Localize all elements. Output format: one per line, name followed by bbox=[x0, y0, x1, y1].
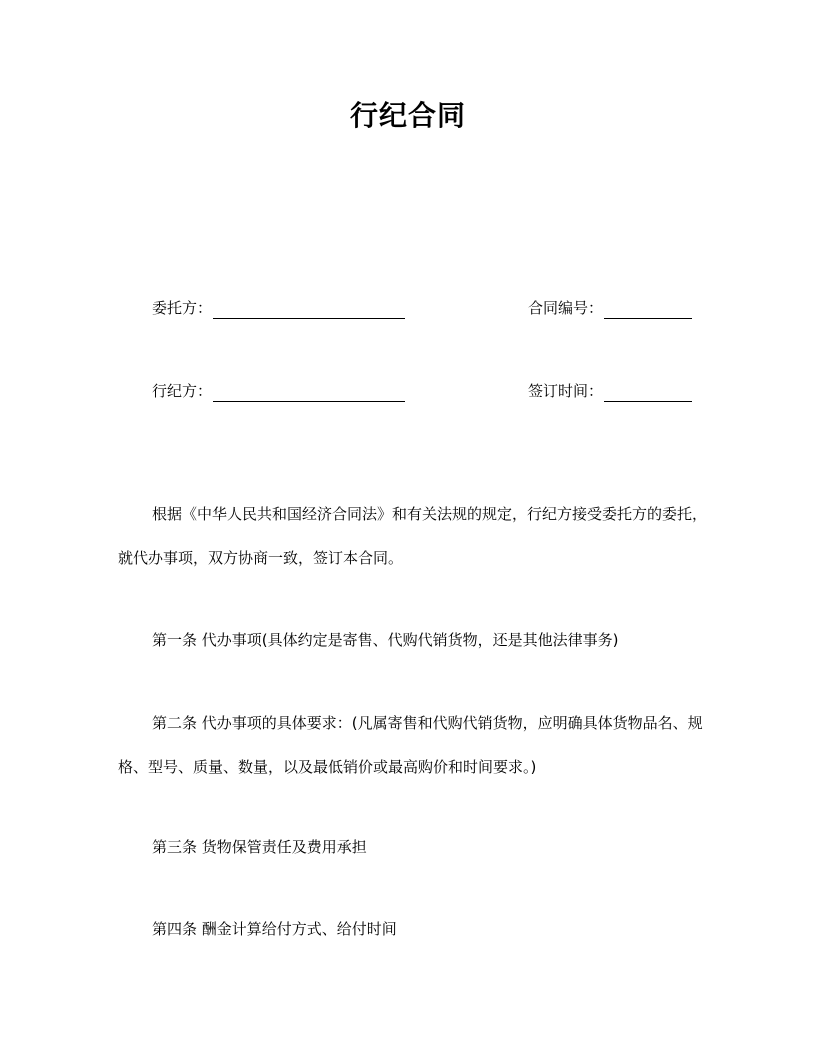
contract-number-label: 合同编号： bbox=[528, 299, 604, 317]
principal-blank-line[interactable] bbox=[213, 300, 405, 319]
preamble-paragraph: 根据《中华人民共和国经济合同法》和有关法规的规定，行纪方接受委托方的委托，就代办事项，双方协商一致，签订本合同。 bbox=[118, 505, 708, 567]
clause-4: 第四条 酬金计算给付方式、给付时间 bbox=[152, 920, 397, 938]
commission-agent-field bbox=[152, 380, 405, 402]
principal-label: 委托方： bbox=[152, 299, 213, 317]
signing-time-label: 签订时间： bbox=[528, 382, 604, 400]
commission-agent-blank-line[interactable] bbox=[213, 383, 405, 402]
clause-3: 第三条 货物保管责任及费用承担 bbox=[152, 838, 367, 856]
clause-2: 第二条 代办事项的具体要求：(凡属寄售和代购代销货物，应明确具体货物品名、规格、型号、质量、数量，以及最低销价或最高购价和时间要求。) bbox=[118, 714, 703, 776]
commission-agent-label: 行纪方： bbox=[152, 382, 213, 400]
signing-time-blank-line[interactable] bbox=[604, 383, 692, 402]
signing-time-field bbox=[528, 380, 692, 402]
principal-field bbox=[152, 297, 405, 319]
contract-number-blank-line[interactable] bbox=[604, 300, 692, 319]
clause-1: 第一条 代办事项(具体约定是寄售、代购代销货物，还是其他法律事务) bbox=[152, 631, 619, 649]
contract-number-field bbox=[528, 297, 692, 319]
document-title: 行纪合同 bbox=[349, 99, 466, 132]
